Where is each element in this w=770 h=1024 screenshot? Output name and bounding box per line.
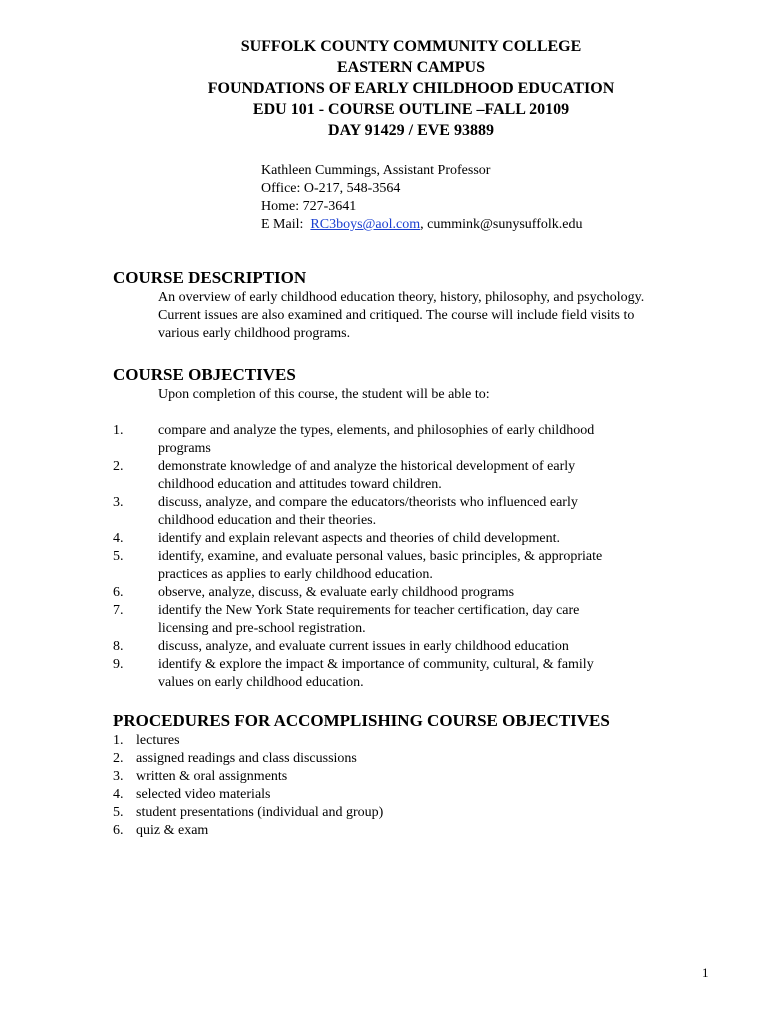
objective-text: practices as applies to early childhood education. bbox=[158, 567, 433, 582]
objective-number: 8. bbox=[113, 639, 124, 654]
objective-text: identify the New York State requirements for teacher certification, day care bbox=[158, 603, 580, 618]
objective-text: compare and analyze the types, elements, and philosophies of early childhood bbox=[158, 423, 595, 438]
objective-number: 5. bbox=[113, 549, 124, 564]
objective-number: 2. bbox=[113, 459, 124, 474]
course-description-heading: COURSE DESCRIPTION bbox=[113, 268, 307, 287]
procedure-item bbox=[113, 732, 180, 750]
objective-text: identify, examine, and evaluate personal values, basic principles, & appropriate bbox=[158, 549, 603, 564]
procedure-item bbox=[113, 786, 271, 804]
procedure-text: student presentations (individual and group) bbox=[136, 805, 384, 820]
objective-number: 4. bbox=[113, 531, 124, 546]
objective-text: discuss, analyze, and evaluate current issues in early childhood education bbox=[158, 639, 569, 654]
procedure-number: 2. bbox=[113, 751, 124, 766]
procedure-item bbox=[113, 804, 383, 822]
course-outline-title: EDU 101 - COURSE OUTLINE –FALL 20109 bbox=[252, 101, 570, 118]
objective-text: discuss, analyze, and compare the educators/theorists who influenced early bbox=[158, 495, 578, 510]
objective-text: childhood education and their theories. bbox=[158, 513, 377, 528]
instructor-office: Office: O-217, 548-3564 bbox=[261, 181, 401, 196]
objective-number: 6. bbox=[113, 585, 124, 600]
procedures-heading: PROCEDURES FOR ACCOMPLISHING COURSE OBJECTIVES bbox=[113, 711, 610, 730]
procedure-text: quiz & exam bbox=[136, 823, 209, 838]
objective-text: identify and explain relevant aspects and theories of child development. bbox=[158, 531, 560, 546]
college-name: SUFFOLK COUNTY COMMUNITY COLLEGE bbox=[240, 38, 582, 55]
procedure-number: 1. bbox=[113, 733, 124, 748]
objective-text: demonstrate knowledge of and analyze the historical development of early bbox=[158, 459, 576, 474]
procedure-text: assigned readings and class discussions bbox=[136, 751, 357, 766]
objective-text: identify & explore the impact & importance of community, cultural, & family bbox=[158, 657, 594, 672]
procedure-number: 6. bbox=[113, 823, 124, 838]
procedure-text: selected video materials bbox=[136, 787, 271, 802]
procedure-item bbox=[113, 822, 208, 840]
campus-name: EASTERN CAMPUS bbox=[336, 59, 485, 76]
procedure-number: 3. bbox=[113, 769, 124, 784]
objective-text: programs bbox=[158, 441, 211, 456]
objective-text: childhood education and attitudes toward children. bbox=[158, 477, 442, 492]
objective-number: 3. bbox=[113, 495, 124, 510]
description-line: Current issues are also examined and critiqued. The course will include field visits to bbox=[158, 308, 635, 323]
objectives-intro: Upon completion of this course, the student will be able to: bbox=[158, 387, 490, 402]
procedure-text: written & oral assignments bbox=[136, 769, 288, 784]
email-label: E Mail: bbox=[261, 217, 304, 232]
course-title: FOUNDATIONS OF EARLY CHILDHOOD EDUCATION bbox=[207, 80, 615, 97]
description-line: various early childhood programs. bbox=[158, 326, 351, 341]
course-objectives-heading: COURSE OBJECTIVES bbox=[113, 365, 296, 384]
email-secondary: , cummink@sunysuffolk.edu bbox=[420, 217, 583, 232]
objective-text: licensing and pre-school registration. bbox=[158, 621, 366, 636]
procedure-item bbox=[113, 750, 357, 768]
procedure-number: 5. bbox=[113, 805, 124, 820]
instructor-home-phone: Home: 727-3641 bbox=[261, 199, 357, 214]
procedure-item bbox=[113, 768, 287, 786]
description-line: An overview of early childhood education theory, history, philosophy, and psychology. bbox=[158, 290, 645, 305]
section-numbers: DAY 91429 / EVE 93889 bbox=[328, 122, 494, 139]
objective-number: 9. bbox=[113, 657, 124, 672]
objective-text: observe, analyze, discuss, & evaluate early childhood programs bbox=[158, 585, 515, 600]
procedure-text: lectures bbox=[136, 733, 180, 748]
objective-number: 1. bbox=[113, 423, 124, 438]
procedure-number: 4. bbox=[113, 787, 124, 802]
email-link[interactable]: RC3boys@aol.com bbox=[310, 217, 421, 232]
objective-number: 7. bbox=[113, 603, 124, 618]
instructor-email bbox=[261, 216, 582, 234]
page-number: 1 bbox=[702, 965, 709, 980]
instructor-name: Kathleen Cummings, Assistant Professor bbox=[261, 163, 491, 178]
objective-text: values on early childhood education. bbox=[158, 675, 364, 690]
